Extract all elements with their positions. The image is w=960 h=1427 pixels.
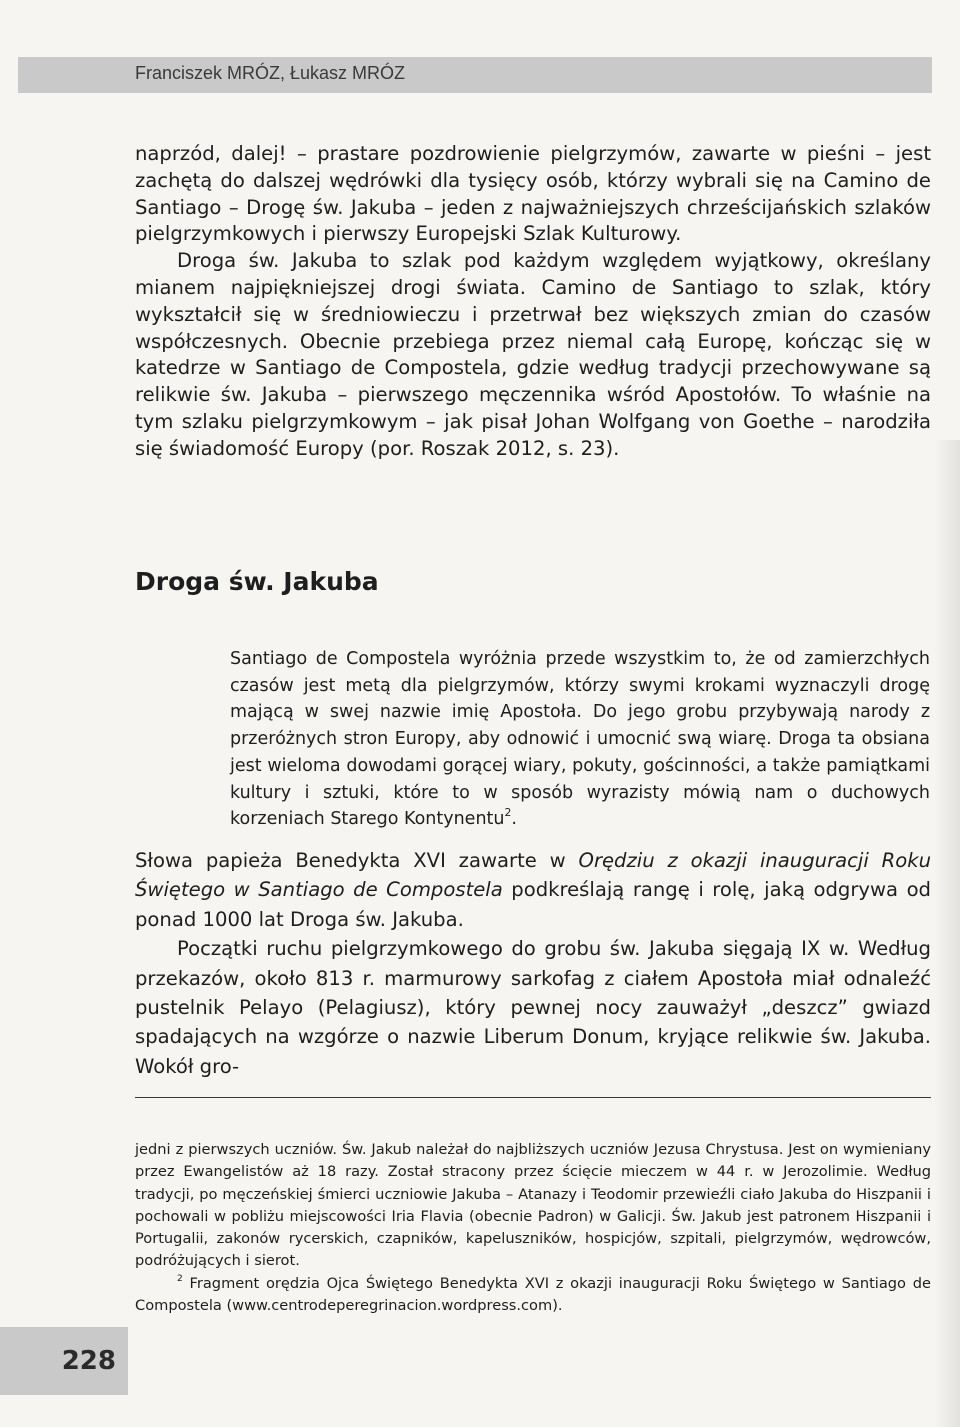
paragraph-3 <box>135 846 931 934</box>
footnote-2 <box>135 1273 931 1318</box>
paragraph-3-end: podkreślają rangę i rolę, jaką odgrywa od ponad 1000 lat Droga św. Jakuba. <box>135 878 931 931</box>
paragraph-4: Początki ruchu pielgrzymkowego do grobu św. Jakuba sięgają IX w. Według przekazów, około 813 r. marmurowy sarkofag z ciałem Apostoła miał odnaleźć pustelnik Pelayo (Pelagiusz), który pewnej nocy zauważył „deszcz” gwiazd spadających na wzgórze o nazwie Liberum Donum, kryjące relikwie św. Jakuba. Wokół gro- <box>135 937 931 1078</box>
quote-paragraph <box>230 646 930 833</box>
footnotes <box>135 1139 931 1317</box>
body-text <box>135 846 931 1081</box>
intro-text <box>135 141 931 463</box>
footnote-2-text: Fragment orędzia Ojca Świętego Benedykta XVI z okazji inauguracji Roku Świętego w Santiago de Compostela (www.centrodeperegrinacion.wordpress.com). <box>135 1274 931 1315</box>
paragraph-3-start: Słowa papieża Benedykta XVI zawarte w <box>135 849 579 872</box>
footnote-divider <box>135 1097 931 1098</box>
page-number: 228 <box>61 1346 116 1376</box>
running-header-authors: Franciszek MRÓZ, Łukasz MRÓZ <box>135 63 406 83</box>
paragraph-1: naprzód, dalej! – prastare pozdrowienie pielgrzymów, zawarte w pieśni – jest zachętą do dalszej wędrówki dla tysięcy osób, którzy wybrali się na Camino de Santiago – Drogę św. Jakuba – jeden z najważniejszych chrześcijańskich szlaków pielgrzymkowych i pierwszy Europejski Szlak Kulturowy. <box>135 142 931 246</box>
message-title: Orędziu z okazji inauguracji Roku Świętego w Santiago de Compostela <box>135 849 932 902</box>
paragraph-2: Droga św. Jakuba to szlak pod każdym względem wyjątkowy, określany mianem najpiękniejszej drogi świata. Camino de Santiago to szlak, który wykształcił się w średniowieczu i przetrwał bez większych zmian do czasów współczesnych. Obecnie przebiega przez niemal całą Europę, kończąc się w katedrze w Santiago de Compostela, gdzie według tradycji przechowywane są relikwie św. Jakuba – pierwszego męczennika wśród Apostołów. To właśnie na tym szlaku pielgrzymkowym – jak pisał Johan Wolfgang von Goethe – narodziła się świadomość Europy (por. Roszak 2012, s. 23). <box>135 249 931 460</box>
quote-end: . <box>511 809 517 830</box>
section-heading: Droga św. Jakuba <box>135 567 379 596</box>
footnote-ref-2: 2 <box>504 805 512 819</box>
footnote-2-marker: 2 <box>177 1273 183 1284</box>
quote-text: Santiago de Compostela wyróżnia przede wszystkim to, że od zamierzchłych czasów jest metą dla pielgrzymów, którzy swymi krokami wyznaczyli drogę mającą w swej nazwie imię Apostoła. Do jego grobu przybywają narody z przeróżnych stron Europy, aby odnowić i umocnić swą wiarę. Droga ta obsiana jest wieloma dowodami gorącej wiary, pokuty, gościnności, a także pamiątkami kultury i sztuki, które to w sposób wyrazisty mówią nam o duchowych korzeniach Starego Kontynentu <box>230 649 930 830</box>
footnote-1-continued: jedni z pierwszych uczniów. Św. Jakub należał do najbliższych uczniów Jezusa Chrystusa. Jest on wymieniany przez Ewangelistów aż 18 razy. Został stracony przez ścięcie mieczem w 44 r. w Jerozolimie. Według tradycji, po męczeńskiej śmierci uczniowie Jakuba – Atanazy i Teodomir przewieźli ciało Jakuba do Hiszpanii i pochowali w pobliżu miejscowości Iria Flavia (obecnie Padron) w Galicji. Św. Jakub jest patronem Hiszpanii i Portugalii, zakonów rycerskich, czapników, kapeluszników, hospicjów, szpitali, pielgrzymów, wędrowców, podróżujących i sierot. <box>135 1141 931 1270</box>
block-quote <box>230 646 930 833</box>
scan-edge-shadow <box>934 440 960 1427</box>
